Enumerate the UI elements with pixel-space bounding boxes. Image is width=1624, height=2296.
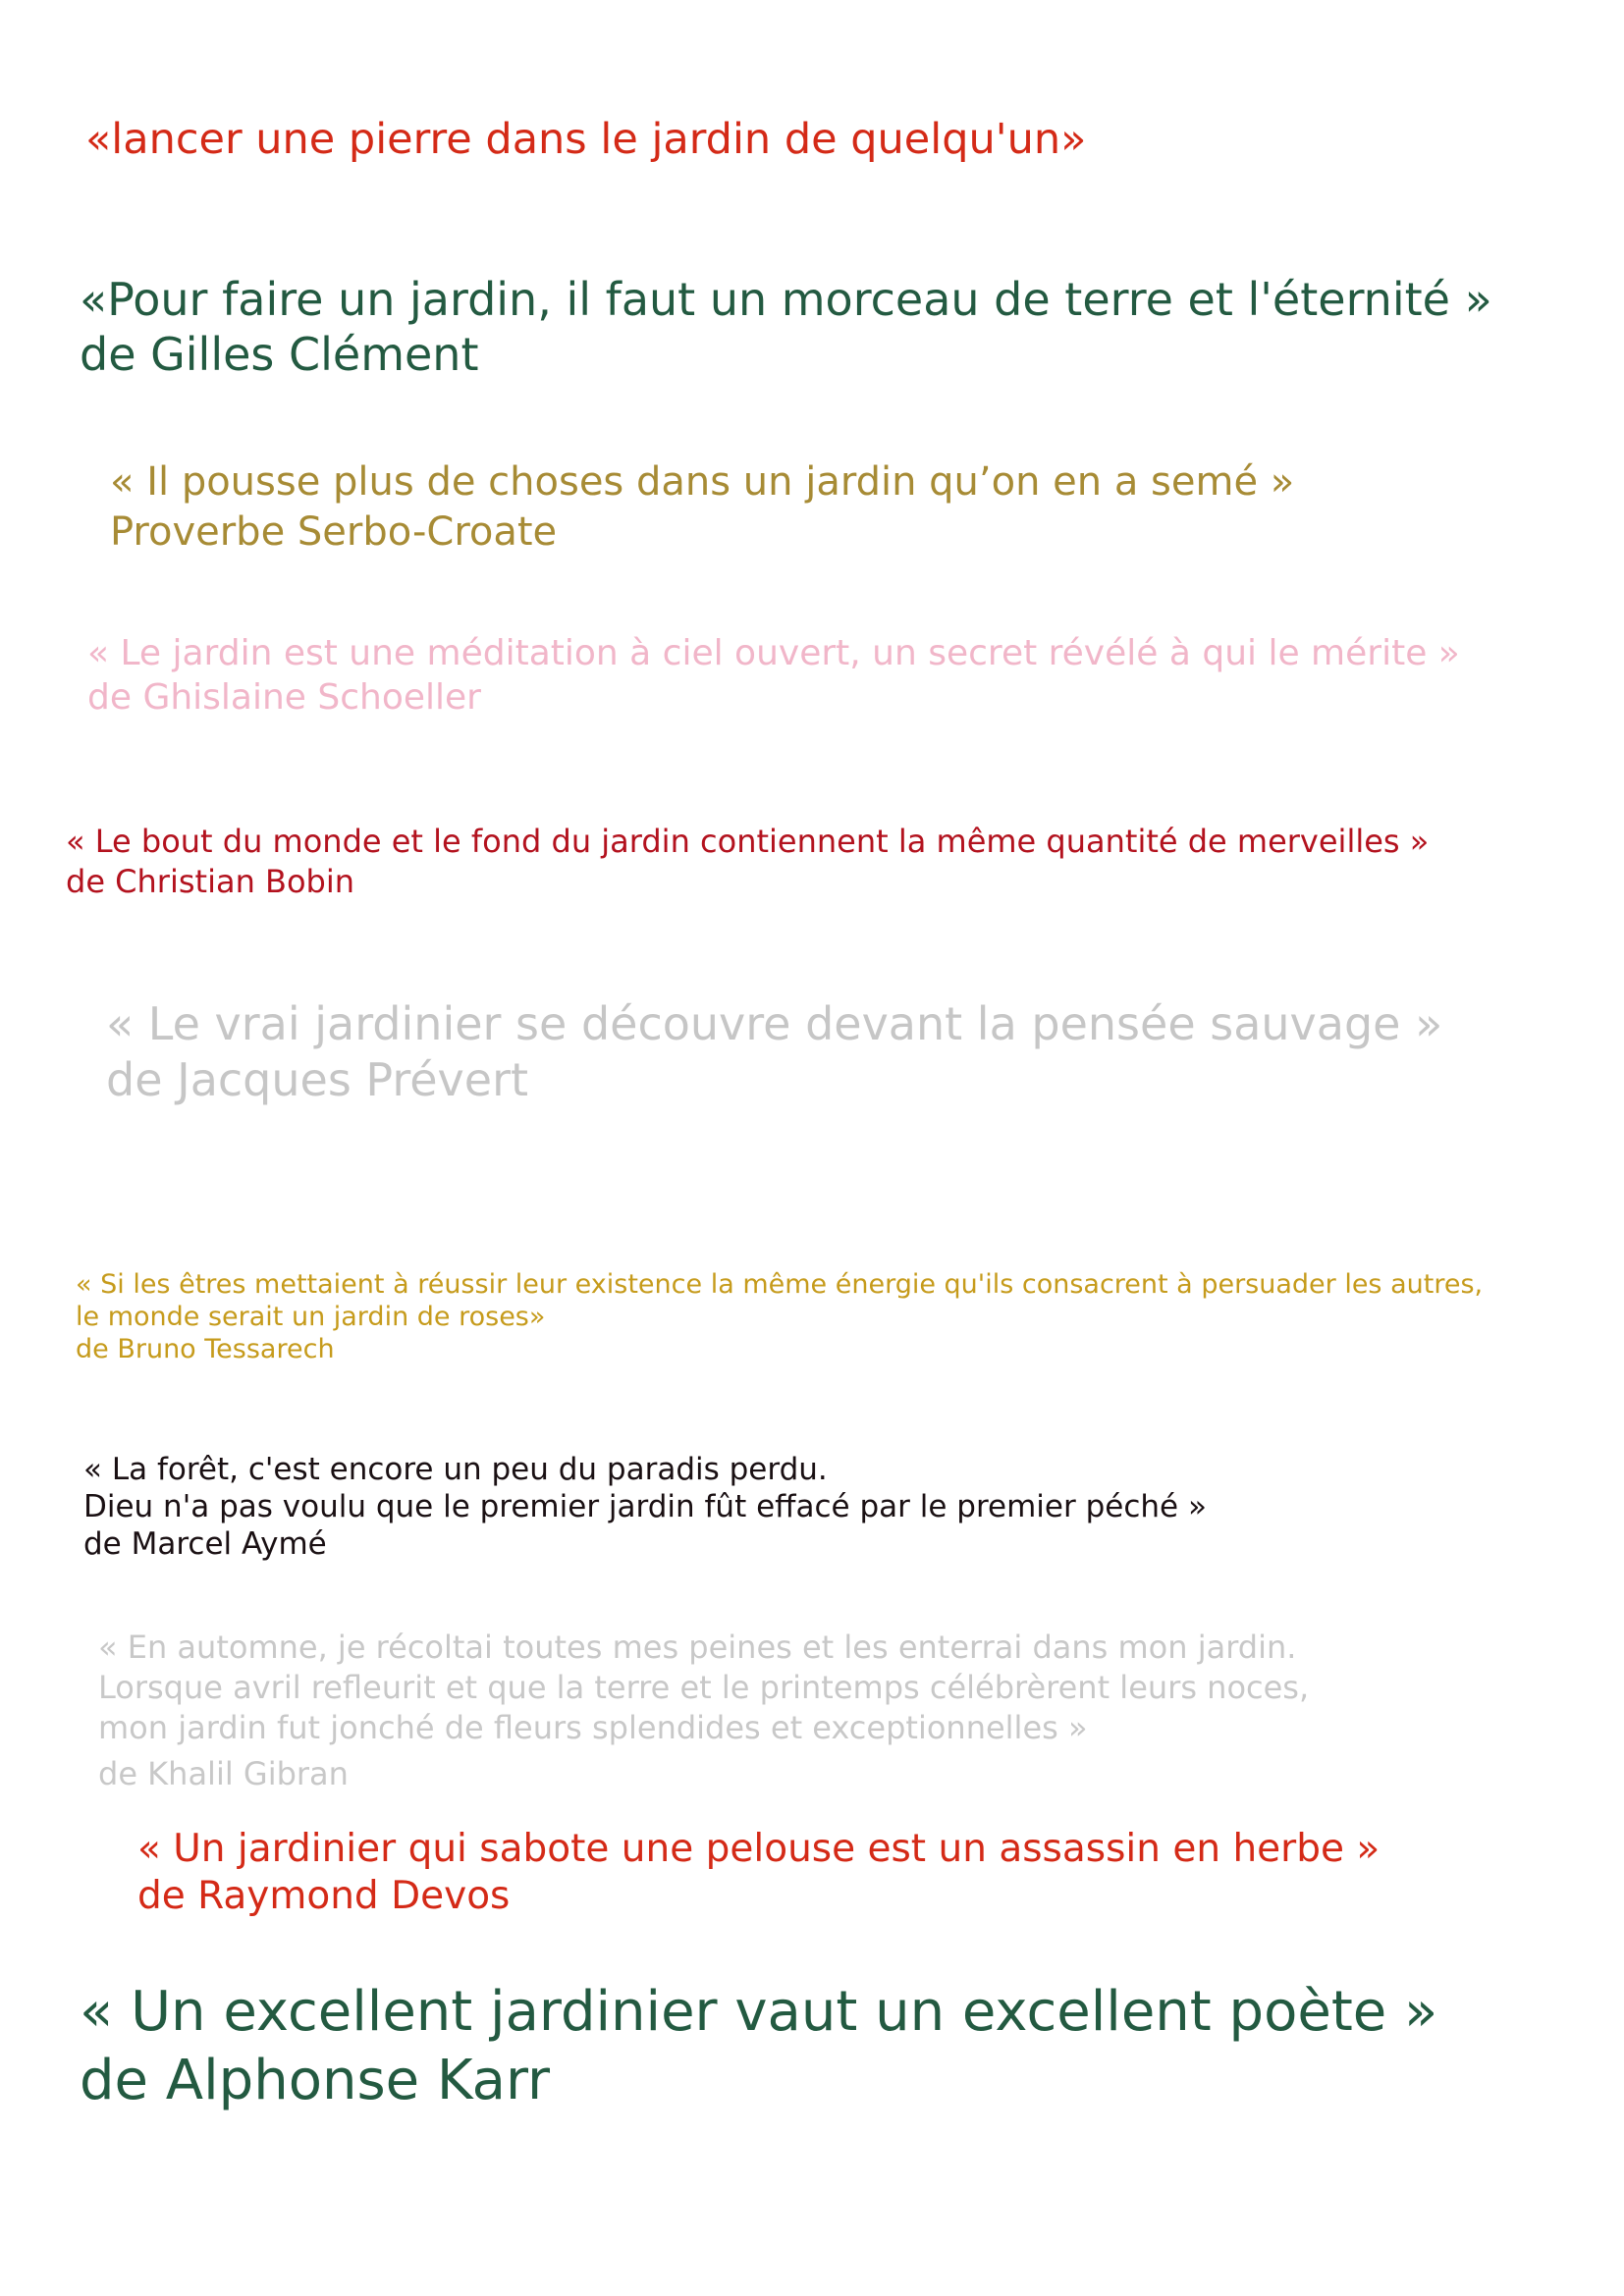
quote-11	[80, 1978, 1437, 2115]
quote-text: « Le vrai jardinier se découvre devant la pensée sauvage »	[106, 997, 1443, 1050]
quote-author: de Alphonse Karr	[80, 2049, 551, 2112]
quote-3	[110, 457, 1294, 558]
quote-text: « Il pousse plus de choses dans un jardin qu’on en a semé »	[110, 459, 1295, 505]
quote-author: de Raymond Devos	[137, 1874, 511, 1918]
quote-6	[106, 996, 1442, 1108]
quote-text: « Si les êtres mettaient à réussir leur existence la même énergie qu'ils consacrent à persuader les autres,	[76, 1269, 1484, 1300]
quote-text: « Un jardinier qui sabote une pelouse est un assassin en herbe »	[137, 1827, 1380, 1871]
quote-author: de Bruno Tessarech	[76, 1334, 335, 1364]
quote-author: de Khalil Gibran	[98, 1755, 349, 1792]
quote-text: le monde serait un jardin de roses»	[76, 1302, 546, 1332]
quote-7	[76, 1268, 1483, 1365]
quote-9	[98, 1628, 1309, 1794]
quote-author: Proverbe Serbo-Croate	[110, 509, 558, 555]
quote-text: « En automne, je récoltai toutes mes peines et les enterrai dans mon jardin.	[98, 1629, 1297, 1666]
quote-text: « Un excellent jardinier vaut un excellent poète »	[80, 1980, 1438, 2044]
quote-text: «lancer une pierre dans le jardin de quelqu'un»	[85, 115, 1087, 164]
quote-4	[87, 631, 1460, 720]
quote-text: « Le bout du monde et le fond du jardin contiennent la même quantité de merveilles »	[66, 823, 1430, 860]
quote-text: Dieu n'a pas voulu que le premier jardin fût effacé par le premier péché »	[83, 1489, 1207, 1524]
quote-10	[137, 1826, 1380, 1920]
quote-author: de Christian Bobin	[66, 863, 355, 900]
quote-8	[83, 1451, 1207, 1563]
quote-text: « La forêt, c'est encore un peu du paradis perdu.	[83, 1452, 828, 1487]
quote-2	[80, 272, 1492, 382]
quote-author: de Ghislaine Schoeller	[87, 677, 481, 718]
quote-text: mon jardin fut jonché de fleurs splendides et exceptionnelles »	[98, 1709, 1088, 1746]
quote-author: de Marcel Aymé	[83, 1526, 327, 1562]
quote-text: Lorsque avril refleurit et que la terre et le printemps célébrèrent leurs noces,	[98, 1669, 1310, 1706]
quote-1	[85, 112, 1086, 167]
quote-author: de Gilles Clément	[80, 328, 479, 381]
quote-5	[66, 822, 1429, 902]
quote-text: «Pour faire un jardin, il faut un morceau de terre et l'éternité »	[80, 273, 1492, 326]
quote-text: « Le jardin est une méditation à ciel ouvert, un secret révélé à qui le mérite »	[87, 633, 1460, 673]
quote-author: de Jacques Prévert	[106, 1053, 529, 1106]
